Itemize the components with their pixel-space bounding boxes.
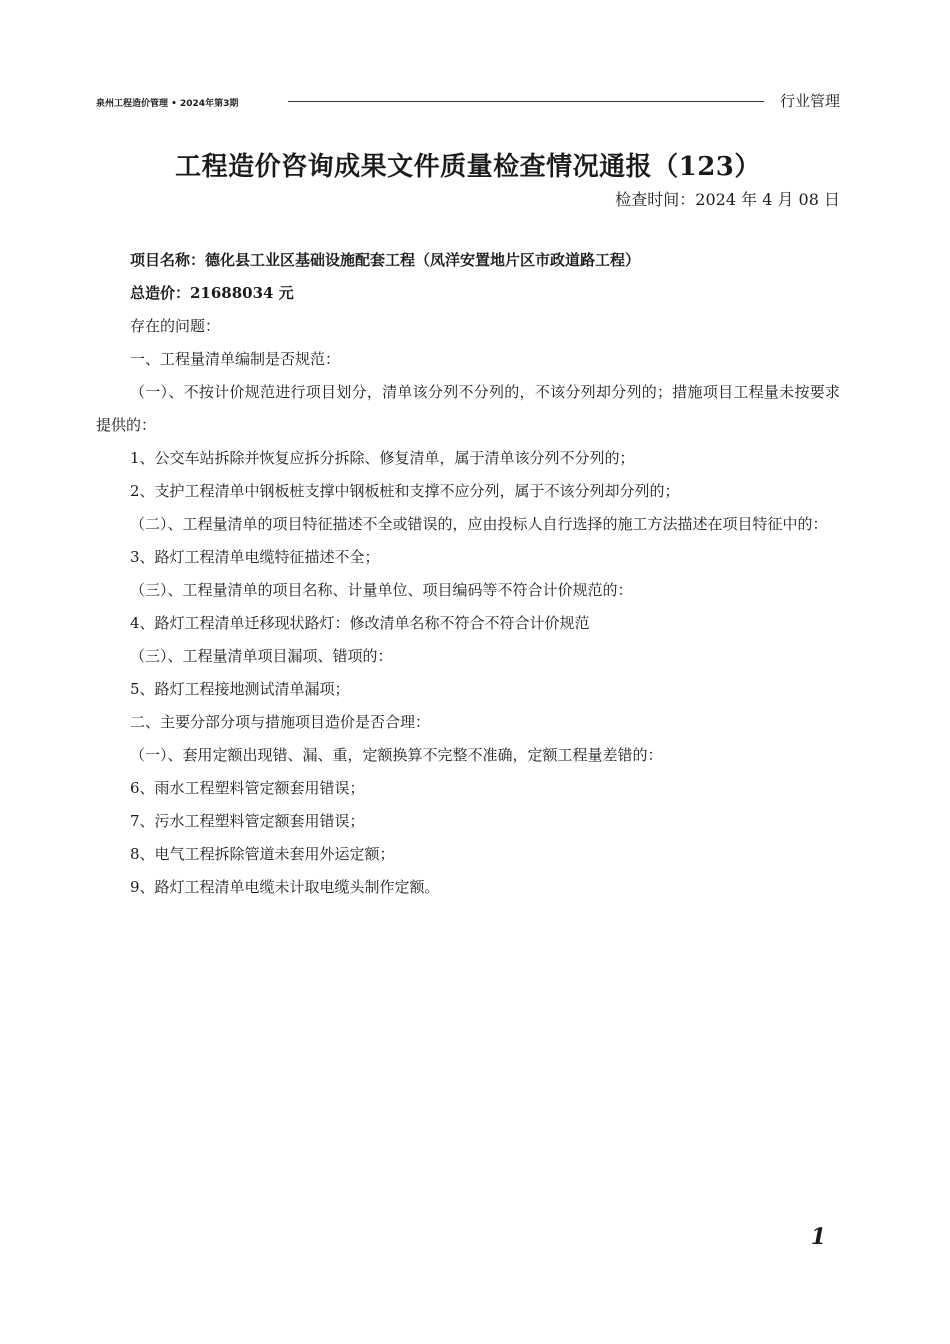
paragraph: （一）、不按计价规范进行项目划分，清单该分列不分列的，不该分列却分列的；措施项目工程量未按要求提供的： (96, 383, 840, 434)
paragraph: 5、路灯工程接地测试清单漏项； (130, 680, 350, 698)
paragraph: 4、路灯工程清单迁移现状路灯：修改清单名称不符合不符合计价规范 (130, 614, 590, 632)
paragraph: （三）、工程量清单项目漏项、错项的： (130, 647, 393, 665)
paragraph: 一、工程量清单编制是否规范： (130, 350, 341, 368)
page-number: 1 (810, 1224, 826, 1250)
paragraph: （二）、工程量清单的项目特征描述不全或错误的，应由投标人自行选择的施工方法描述在项目特征中的： (130, 515, 828, 533)
journal-name: 泉州工程造价管理 • 2024年第3期 (96, 99, 239, 109)
paragraph: 2、支护工程清单中钢板桩支撑中钢板桩和支撑不应分列，属于不该分列却分列的； (130, 482, 680, 500)
paragraph: 7、污水工程塑料管定额套用错误； (130, 812, 365, 830)
total-cost: 总造价：21688034 元 (130, 284, 294, 302)
paragraph: （一）、套用定额出现错、漏、重，定额换算不完整不准确，定额工程量差错的： (130, 746, 663, 764)
paragraph: 二、主要分部分项与措施项目造价是否合理： (130, 713, 431, 731)
problems-intro: 存在的问题： (130, 317, 221, 335)
inspection-date: 检查时间：2024 年 4 月 08 日 (615, 190, 840, 209)
page-header (96, 88, 840, 112)
paragraph: （三）、工程量清单的项目名称、计量单位、项目编码等不符合计价规范的： (130, 581, 633, 599)
document-title: 工程造价咨询成果文件质量检查情况通报（123） (175, 152, 761, 182)
paragraph: 6、雨水工程塑料管定额套用错误； (130, 779, 365, 797)
paragraph: 8、电气工程拆除管道未套用外运定额； (130, 845, 395, 863)
paragraph: 9、路灯工程清单电缆未计取电缆头制作定额。 (130, 878, 440, 896)
document-body (96, 244, 840, 904)
section-name: 行业管理 (779, 92, 840, 110)
paragraph: 1、公交车站拆除并恢复应拆分拆除、修复清单，属于清单该分列不分列的； (130, 449, 635, 467)
project-name: 项目名称：德化县工业区基础设施配套工程（凤洋安置地片区市政道路工程） (130, 251, 641, 269)
paragraph: 3、路灯工程清单电缆特征描述不全； (130, 548, 380, 566)
header-rule (288, 101, 764, 102)
